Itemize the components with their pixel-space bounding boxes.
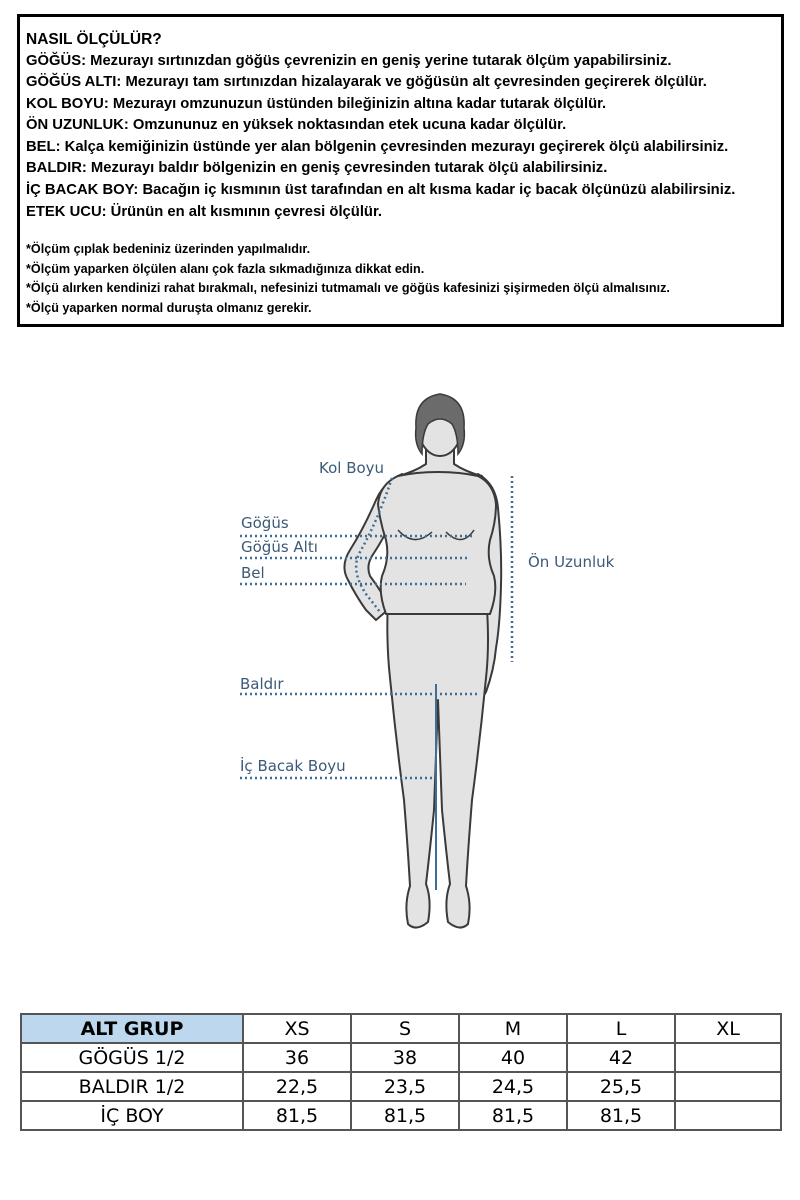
table-cell: 40 <box>459 1043 567 1072</box>
measurement-instructions <box>17 14 784 327</box>
body-measurement-figure <box>0 380 800 940</box>
note-item: *Ölçüm yaparken ölçülen alanı çok fazla sıkmadığınıza dikkat edin. <box>26 261 425 276</box>
instruction-notes <box>26 240 781 318</box>
note-item: *Ölçü alırken kendinizi rahat bırakmalı, nefesinizi tutmamalı ve göğüs kafesinizi şişirmeden ölçü almalısınız. <box>26 281 670 296</box>
instruction-baldir: BALDIR: Mezurayı baldır bölgenizin en geniş çevresinden tutarak ölçü alabilirsiniz. <box>26 160 608 177</box>
label-kol-boyu: Kol Boyu <box>319 459 385 477</box>
header-cell-size: XS <box>243 1014 351 1043</box>
table-cell: 81,5 <box>243 1101 351 1130</box>
body-silhouette <box>0 380 800 940</box>
row-label: İÇ BOY <box>21 1101 243 1130</box>
table-cell <box>675 1043 781 1072</box>
header-cell-size: XL <box>675 1014 781 1043</box>
label-gogus: Göğüs <box>241 514 289 532</box>
table-header-row <box>21 1014 781 1043</box>
table-cell: 81,5 <box>567 1101 675 1130</box>
table-row <box>21 1101 781 1130</box>
table-cell: 22,5 <box>243 1072 351 1101</box>
instruction-etek-ucu: ETEK UCU: Ürünün en alt kısmının çevresi ölçülür. <box>26 203 383 220</box>
table-row <box>21 1072 781 1101</box>
instruction-gogus-alti: GÖĞÜS ALTI: Mezurayı tam sırtınızdan hizalayarak ve göğüsün alt çevresinden geçirerek ölçülür. <box>26 74 707 91</box>
table-cell: 42 <box>567 1043 675 1072</box>
table-row <box>21 1043 781 1072</box>
table-cell: 24,5 <box>459 1072 567 1101</box>
table-cell: 36 <box>243 1043 351 1072</box>
table-cell: 23,5 <box>351 1072 459 1101</box>
row-label: BALDIR 1/2 <box>21 1072 243 1101</box>
note-item: *Ölçüm çıplak bedeniniz üzerinden yapılmalıdır. <box>26 242 311 257</box>
header-cell-size: L <box>567 1014 675 1043</box>
note-item: *Ölçü yaparken normal duruşta olmanız gerekir. <box>26 301 312 316</box>
header-cell-size: S <box>351 1014 459 1043</box>
instruction-gogus: GÖĞÜS: Mezurayı sırtınızdan göğüs çevrenizin en geniş yerine tutarak ölçüm yapabilirsiniz. <box>26 52 672 69</box>
table-cell: 38 <box>351 1043 459 1072</box>
row-label: GÖGÜS 1/2 <box>21 1043 243 1072</box>
label-gogus-alti: Göğüs Altı <box>241 538 318 556</box>
instruction-kol-boyu: KOL BOYU: Mezurayı omzunuzun üstünden bileğinizin altına kadar tutarak ölçülür. <box>26 95 607 112</box>
table-cell: 25,5 <box>567 1072 675 1101</box>
instruction-ic-bacak-boy: İÇ BACAK BOY: Bacağın iç kısmının üst tarafından en alt kısma kadar iç bacak ölçünüzü alabilirsiniz. <box>26 182 736 199</box>
size-chart-table <box>20 1013 782 1131</box>
table-cell: 81,5 <box>459 1101 567 1130</box>
table-cell <box>675 1072 781 1101</box>
header-cell-group: ALT GRUP <box>21 1014 243 1043</box>
instructions-title: NASIL ÖLÇÜLÜR? <box>26 31 162 48</box>
instruction-on-uzunluk: ÖN UZUNLUK: Omzununuz en yüksek noktasından etek ucuna kadar ölçülür. <box>26 117 567 134</box>
header-cell-size: M <box>459 1014 567 1043</box>
label-on-uzunluk: Ön Uzunluk <box>528 553 615 571</box>
table-cell <box>675 1101 781 1130</box>
label-ic-bacak-boyu: İç Bacak Boyu <box>240 757 346 775</box>
label-baldir: Baldır <box>240 675 284 693</box>
label-bel: Bel <box>241 564 265 582</box>
table-cell: 81,5 <box>351 1101 459 1130</box>
instruction-bel: BEL: Kalça kemiğinizin üstünde yer alan bölgenin çevresinden mezurayı geçirerek ölçü alabilirsiniz. <box>26 138 729 155</box>
